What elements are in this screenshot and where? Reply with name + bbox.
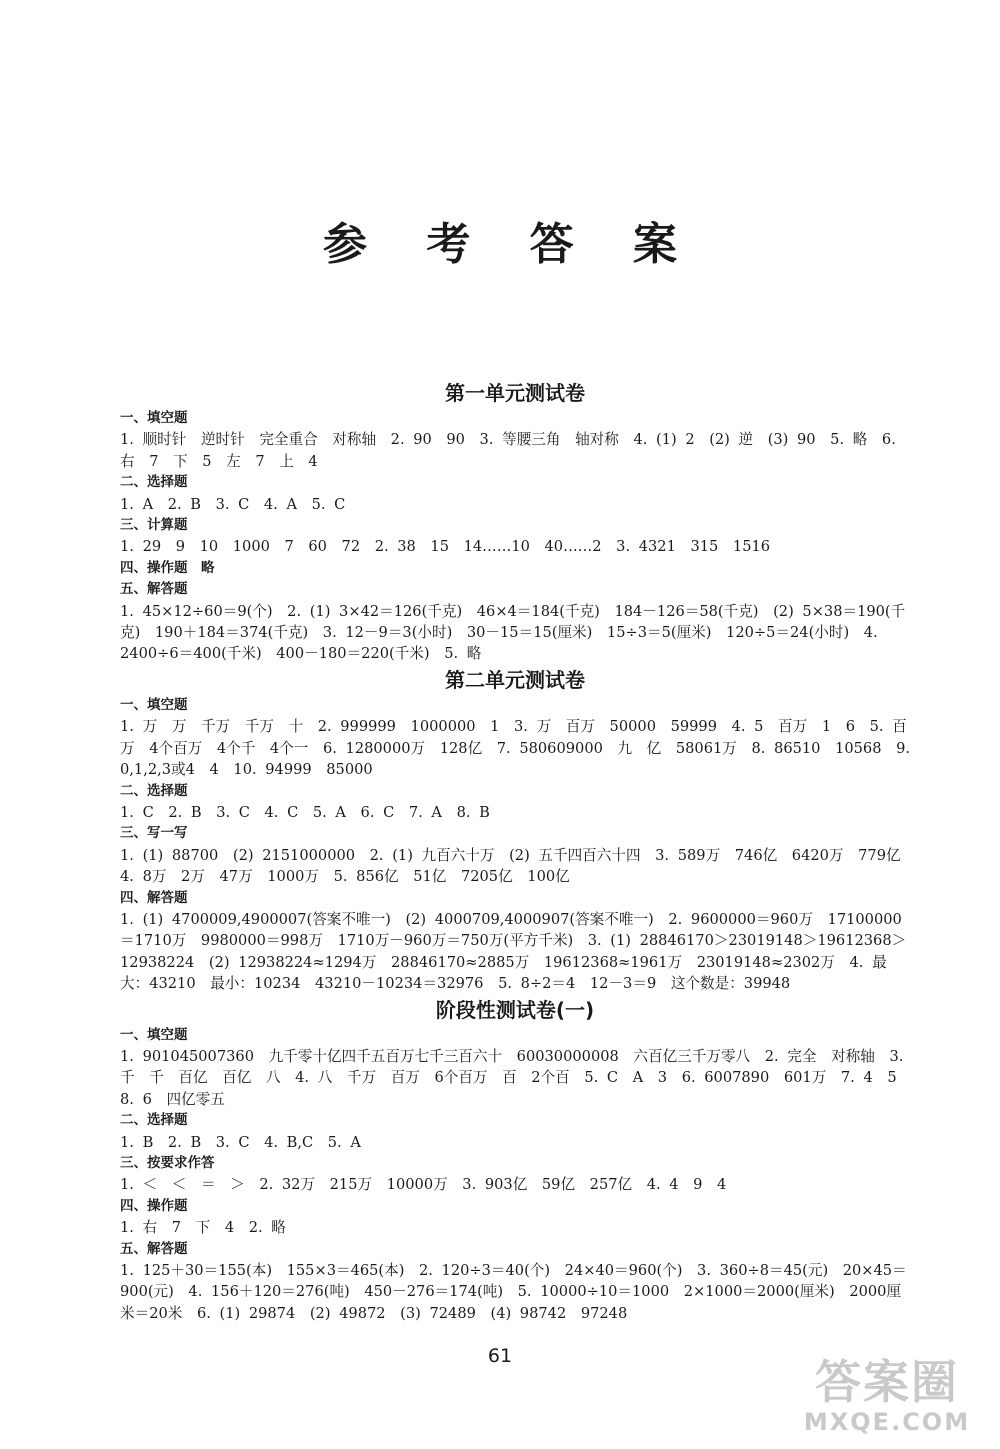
test-unit-1 <box>120 378 910 665</box>
test-title: 第二单元测试卷 <box>445 667 585 692</box>
test-title: 第一单元测试卷 <box>445 381 585 405</box>
watermark-site-text: MXQE.COM <box>803 1408 971 1436</box>
answer-content <box>120 378 916 1324</box>
answer-text: 1. 右 7 下 4 2. 略 <box>120 1219 286 1237</box>
answer-text: 1. 45×12÷60＝9(个) 2. (1) 3×42＝126(千克) 46×4＝184(千克) 184－126＝58(千克) (2) 5×38＝190(千克) 190＋184＝374(千克) 3. 12－9＝3(小时) 30－15＝15(厘米) 15÷3＝5(厘米) 120÷5＝24(小时) 4. 2400÷6＝400(千米) 400－180＝220(千米) 5. 略 <box>120 602 906 663</box>
section-label: 五、解答题 <box>120 1240 188 1257</box>
section-label: 四、操作题 <box>120 1197 188 1214</box>
section-label: 一、填空题 <box>120 696 188 713</box>
answer-text: 1. A 2. B 3. C 4. A 5. C <box>120 495 346 513</box>
watermark-logo-text: 答案圈 <box>815 1355 959 1409</box>
answer-text: 1. 29 9 10 1000 7 60 72 2. 38 15 14……10 40……2 3. 4321 315 1516 <box>120 538 771 556</box>
section-label: 二、选择题 <box>120 782 188 799</box>
page-number: 61 <box>487 1345 513 1367</box>
test-stage-1 <box>120 995 910 1325</box>
section-label: 三、计算题 <box>120 517 188 534</box>
answer-text: 1. 万 万 千万 千万 十 2. 999999 1000000 1 3. 万 百万 50000 59999 4. 5 百万 1 6 5. 百万 4个百万 4个千 4个一 6. 1280000万 128亿 7. 580609000 九 亿 58061万 8. 86510 10568 9. 0,1,2,3或4 4 10. 94999 85000 <box>120 718 911 779</box>
answer-text: 1. ＜ ＜ ＝ ＞ 2. 32万 215万 10000万 3. 903亿 59亿 257亿 4. 4 9 4 <box>120 1176 727 1194</box>
section-label: 三、写一写 <box>120 825 188 842</box>
answer-text: 1. 顺时针 逆时针 完全重合 对称轴 2. 90 90 3. 等腰三角 轴对称 4. (1) 2 (2) 逆 (3) 90 5. 略 6. 右 7 下 5 左 7 上 4 <box>120 431 896 470</box>
test-title: 阶段性测试卷(一) <box>435 997 595 1022</box>
section-label: 一、填空题 <box>120 1026 188 1043</box>
section-label: 四、操作题 略 <box>120 559 215 576</box>
answer-text: 1. 901045007360 九千零十亿四千五百万七千三百六十 60030000008 六百亿三千万零八 2. 完全 对称轴 3. 千 千 百亿 百亿 八 4. 八 千万 百万 6个百万 百 2个百 5. C A 3 6. 6007890 601万 7. 4 5 8. 6 四亿零五 <box>120 1047 912 1108</box>
answer-text: 1. 125＋30＝155(本) 155×3＝465(本) 2. 120÷3＝40(个) 24×40＝960(个) 3. 360÷8＝45(元) 20×45＝900(元) 4. 156＋120＝276(吨) 450－276＝174(吨) 5. 10000÷10＝1000 2×1000＝2000(厘米) 2000厘米＝20米 6. (1) 29874 (2) 49872 (3) 72489 (4) 98742 97248 <box>120 1262 907 1322</box>
answer-text: 1. C 2. B 3. C 4. C 5. A 6. C 7. A 8. B <box>120 803 490 821</box>
section-label: 二、选择题 <box>120 474 188 491</box>
section-label: 五、解答题 <box>120 581 188 598</box>
answer-text: 1. (1) 88700 (2) 2151000000 2. (1) 九百六十万 (2) 五千四百六十四 3. 589万 746亿 6420万 779亿 4. 8万 2万 47万 1000万 5. 856亿 51亿 7205亿 100亿 <box>120 846 916 886</box>
section-label: 二、选择题 <box>120 1112 188 1129</box>
page-title: 参 考 答 案 <box>323 219 699 270</box>
answer-text: 1. B 2. B 3. C 4. B,C 5. A <box>120 1133 361 1151</box>
watermark-logo <box>792 1355 982 1441</box>
test-unit-2 <box>120 665 916 995</box>
answer-text: 1. (1) 4700009,4900007(答案不唯一) (2) 4000709,4000907(答案不唯一) 2. 9600000＝960万 17100000＝1710万 9980000＝998万 1710万－960万＝750万(平方千米) 3. (1) 28846170＞23019148＞19612368＞12938224 (2) 12938224≈1294万 28846170≈2885万 19612368≈1961万 23019148≈2302万 4. 最大：43210 最小：10234 43210－10234＝32976 5. 8÷2＝4 12－3＝9 这个数是：39948 <box>120 910 907 993</box>
section-label: 一、填空题 <box>120 410 188 426</box>
section-label: 四、解答题 <box>120 889 188 906</box>
section-label: 三、按要求作答 <box>120 1155 215 1171</box>
